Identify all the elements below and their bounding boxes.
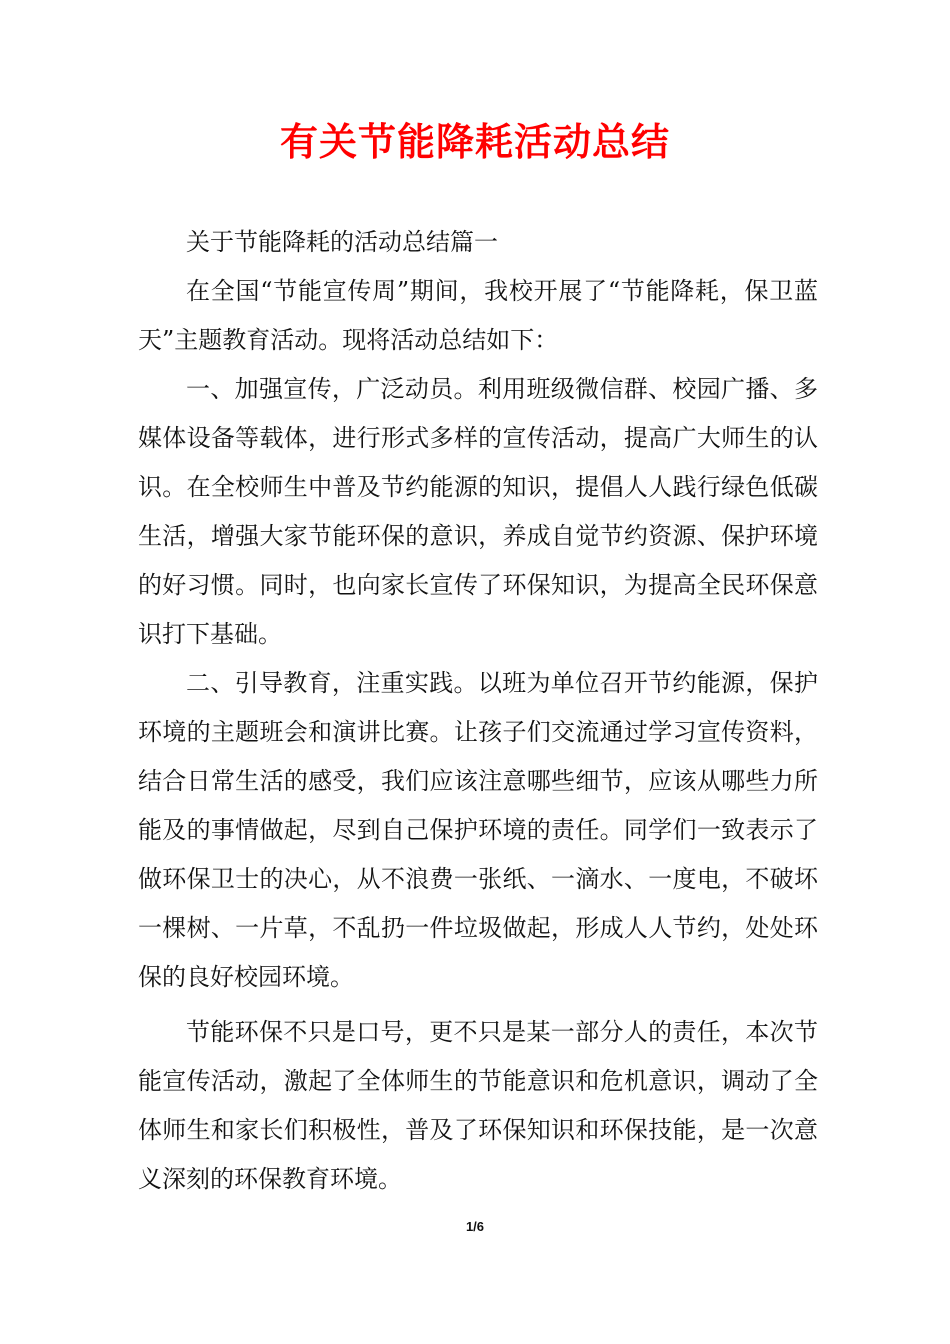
paragraph-publicity: 一、加强宣传，广泛动员。利用班级微信群、校园广播、多媒体设备等载体，进行形式多样的宣传活动，提高广大师生的认识。在全校师生中普及节约能源的知识，提倡人人践行绿色低碳生活，增强大家节能环保的意识，养成自觉节约资源、保护环境的好习惯。同时，也向家长宣传了环保知识，为提高全民环保意识打下基础。 [138,375,818,648]
paragraph-conclusion: 节能环保不只是口号，更不只是某一部分人的责任，本次节能宣传活动，激起了全体师生的节能意识和危机意识，调动了全体师生和家长们积极性，普及了环保知识和环保技能，是一次意义深刻的环保教育环境。 [138,1018,818,1193]
paragraph-education: 二、引导教育，注重实践。以班为单位召开节约能源，保护环境的主题班会和演讲比赛。让孩子们交流通过学习宣传资料，结合日常生活的感受，我们应该注意哪些细节，应该从哪些力所能及的事情做起，尽到自己保护环境的责任。同学们一致表示了做环保卫士的决心，从不浪费一张纸、一滴水、一度电，不破坏一棵树、一片草，不乱扔一件垃圾做起，形成人人节约，处处环保的良好校园环境。 [138,669,818,991]
document-body [138,218,818,1204]
section-heading: 关于节能降耗的活动总结篇一 [186,228,498,256]
document-title: 有关节能降耗活动总结 [279,120,670,164]
paragraph-intro: 在全国“节能宣传周”期间，我校开展了“节能降耗，保卫蓝天”主题教育活动。现将活动总结如下： [138,277,818,354]
page-number: 1/6 [465,1219,485,1234]
